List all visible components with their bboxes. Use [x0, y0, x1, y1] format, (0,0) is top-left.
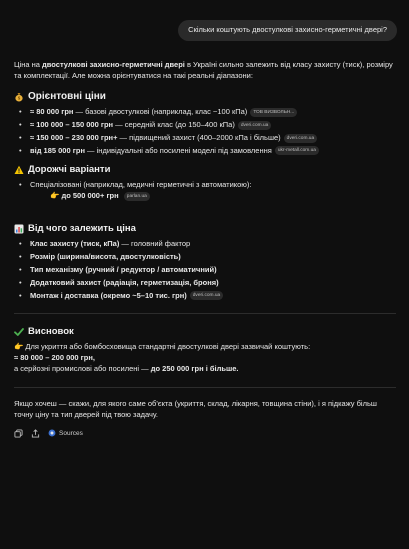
divider — [14, 313, 396, 314]
sources-button[interactable]: Sources — [48, 429, 83, 438]
conclusion-heading: Висновок — [14, 325, 396, 339]
conclusion-text: 👉 Для укриття або бомбосховища стандартні двостулкові двері зазвичай коштують: ≈ 80 000 – 200 000 грн, а серйозні промислові або посилені — до 250 000 грн і більше. — [14, 342, 311, 373]
list-item: • Монтаж і доставка (окремо ~5–10 тис. грн) dveri.com.ua — [14, 291, 396, 302]
list-item: • від 185 000 грн — індивідуальні або посилені моделі під замовлення ukr-metall.com.ua — [14, 146, 396, 157]
prices-heading: $ Орієнтовні ціни — [14, 90, 396, 105]
pointing-hand-icon: 👉 — [14, 342, 24, 352]
factors-heading: Від чого залежить ціна — [14, 222, 396, 236]
closing-paragraph: Якщо хочеш — скажи, для якого саме об'єкта (укриття, склад, лікарня, товщина стіни), і я підкажу більш точну ціну та тип дверей під твою задачу. — [14, 398, 377, 419]
factors-list — [14, 239, 396, 301]
user-message-bubble: Скільки коштують двостулкові захисно-герметичні двері? — [178, 20, 397, 41]
expensive-heading: Дорожчі варіанти — [14, 163, 396, 177]
pointing-hand-icon: 👉 — [50, 191, 60, 201]
money-bag-icon — [14, 92, 24, 102]
list-item: • Тип механізму (ручний / редуктор / автоматичний) — [14, 265, 396, 276]
svg-text:$: $ — [17, 95, 21, 101]
source-chip[interactable]: dveri.com.ua — [238, 121, 271, 130]
divider — [14, 387, 396, 388]
source-chip[interactable]: parlan.ua — [124, 192, 150, 201]
intro-paragraph: Ціна на двостулкові захисно-герметичні двері в Україні сильно залежить від класу захисту (тиск), розміру та комплектації. Але можна орієнтуватися на такі реальні діапазони: — [14, 60, 393, 80]
list-item: • ≈ 100 000 – 150 000 грн — середній клас (до 150–400 кПа) dveri.com.ua — [14, 120, 396, 131]
bar-chart-icon — [14, 224, 24, 234]
source-chip[interactable]: dveri.com.ua — [284, 134, 317, 143]
expensive-subline: 👉 до 500 000+ грн parlan.ua — [30, 191, 396, 202]
prices-list — [14, 107, 396, 157]
source-chip[interactable]: ТОВ ВИЗВОЛЬН... — [250, 108, 297, 117]
check-icon — [14, 327, 24, 337]
list-item: • Додатковий захист (радіація, герметизація, броня) — [14, 278, 396, 289]
share-icon[interactable] — [31, 429, 40, 438]
copy-icon[interactable] — [14, 429, 23, 438]
list-item: • ≈ 80 000 грн — базові двостулкові (наприклад, клас ~100 кПа) ТОВ ВИЗВОЛЬН... — [14, 107, 396, 118]
list-item: • Розмір (ширина/висота, двостулковість) — [14, 252, 396, 263]
sources-favicon-icon — [48, 429, 56, 437]
warning-icon — [14, 165, 24, 175]
list-item: • ≈ 150 000 – 230 000 грн+ — підвищений захист (400–2000 кПа і більше) dveri.com.ua — [14, 133, 396, 144]
source-chip[interactable]: dveri.com.ua — [190, 291, 223, 300]
assistant-answer — [14, 60, 396, 438]
message-actions — [14, 429, 396, 438]
expensive-list — [14, 180, 396, 203]
list-item: • Клас захисту (тиск, кПа) — головний фактор — [14, 239, 396, 250]
source-chip[interactable]: ukr-metall.com.ua — [275, 146, 319, 155]
list-item: • Спеціалізовані (наприклад, медичні герметичні з автоматикою): 👉 до 500 000+ грн parlan.ua — [14, 180, 396, 203]
